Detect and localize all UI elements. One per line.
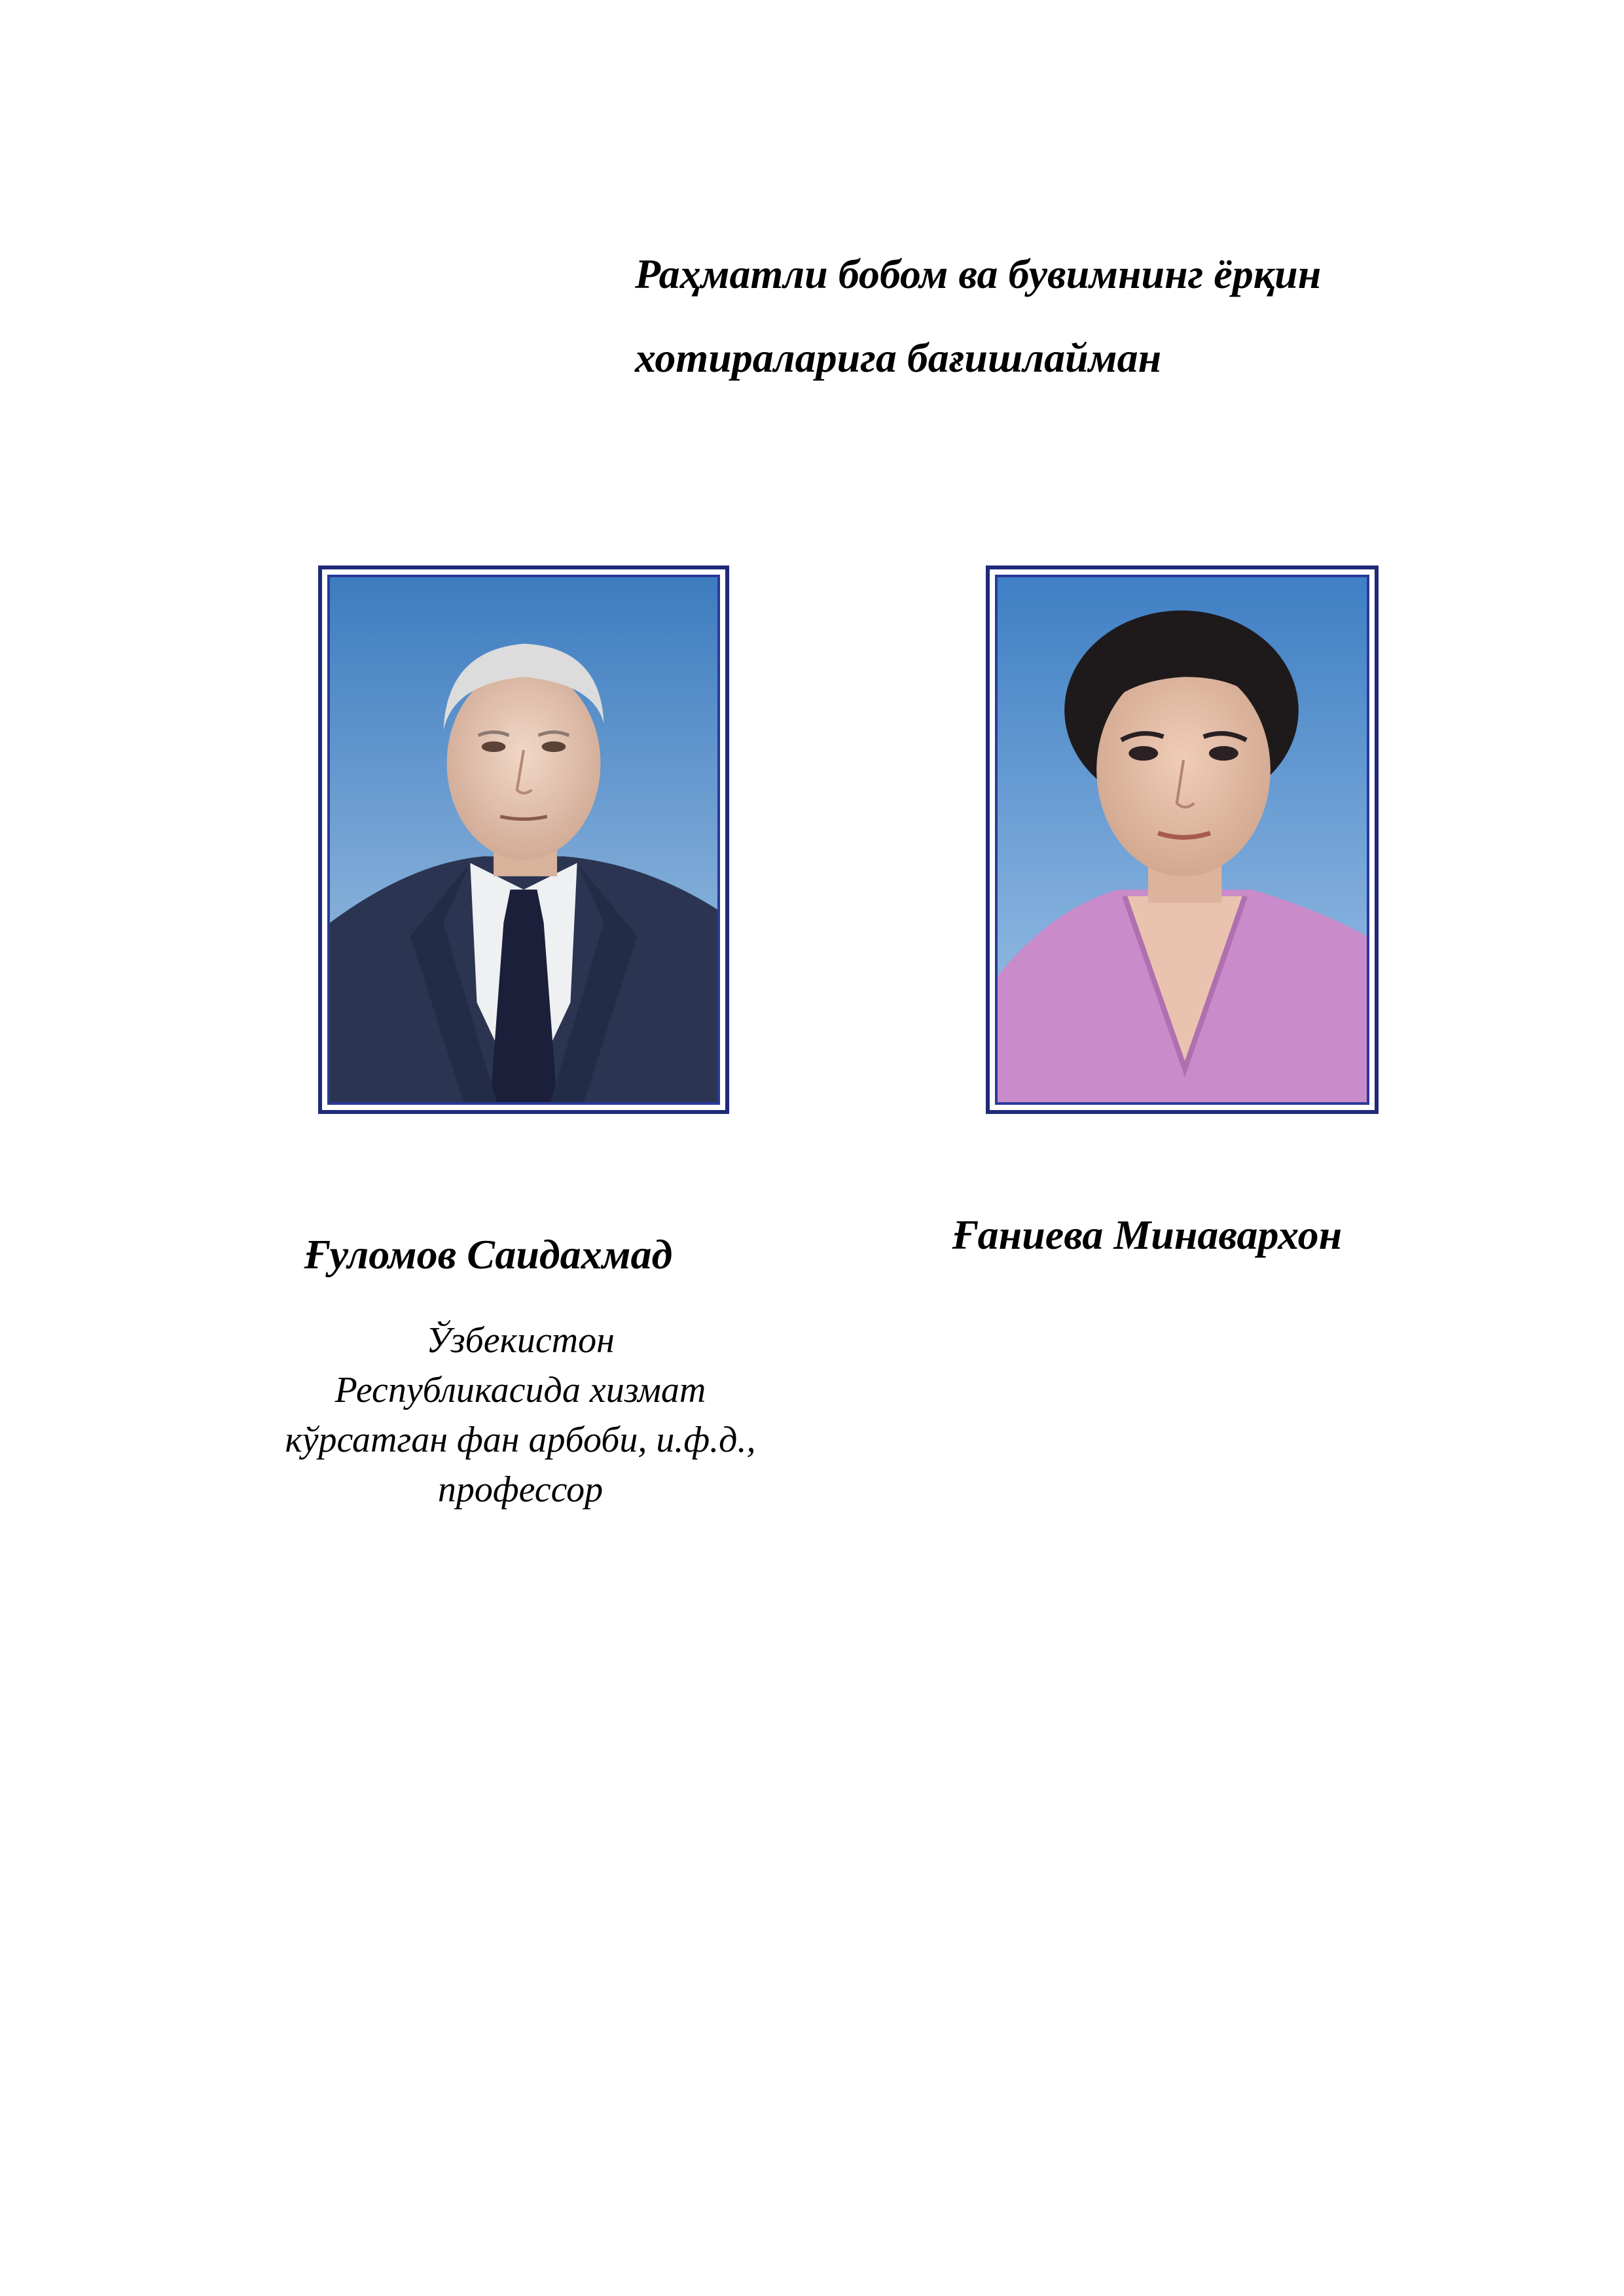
portrait-frame-ganieva (986, 565, 1379, 1114)
portrait-photo-ganieva (998, 577, 1367, 1102)
dedication (635, 232, 1551, 400)
portrait-caption-gulomov (157, 1316, 884, 1515)
portrait-name-ganieva: Ғаниева Минавархон (952, 1211, 1343, 1258)
man-portrait-image (330, 577, 717, 1102)
portrait-photo-gulomov (330, 577, 717, 1102)
woman-portrait-image (998, 577, 1367, 1102)
caption-line: Республикасида хизмат (334, 1370, 706, 1410)
portrait-name-gulomov: Ғуломов Саидахмад (304, 1231, 673, 1278)
caption-line: кўрсатган фан арбоби, и.ф.д., (285, 1420, 756, 1460)
portrait-frame-gulomov (318, 565, 729, 1114)
dedication-line-2: хотираларига бағишлайман (635, 334, 1162, 381)
dedication-line-1: Раҳматли бобом ва бувимнинг ёрқин (635, 251, 1322, 297)
caption-line: профессор (437, 1469, 604, 1510)
caption-line: Ўзбекистон (426, 1320, 615, 1361)
